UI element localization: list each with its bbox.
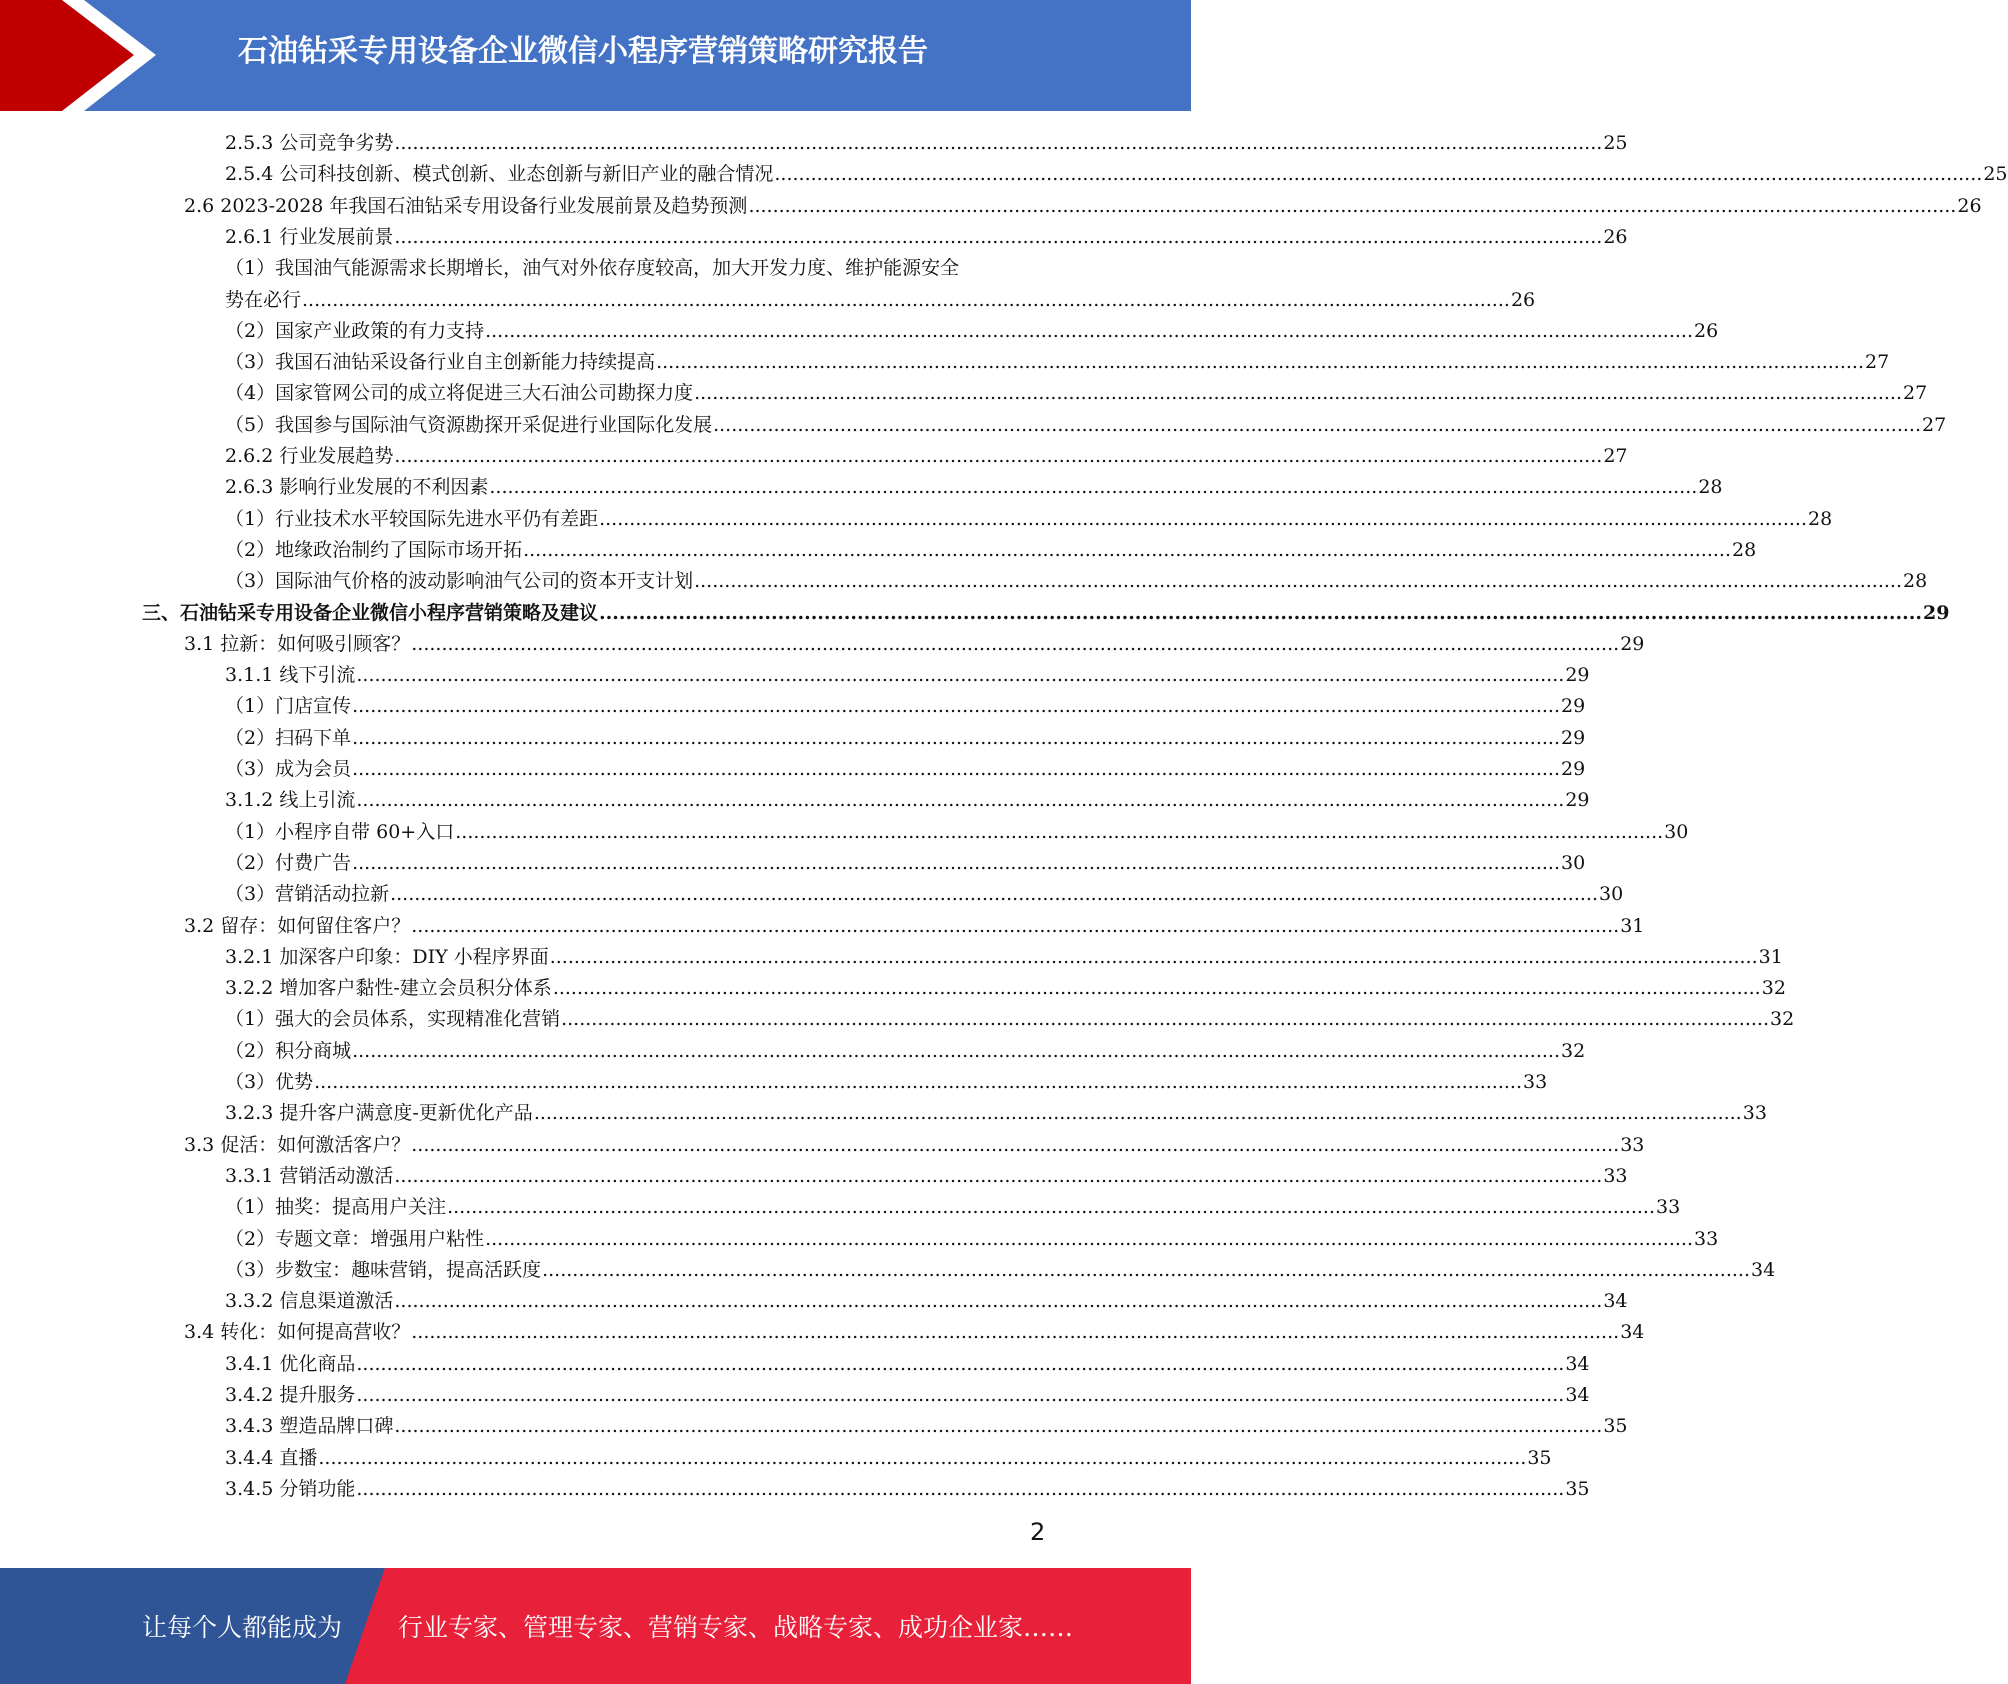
toc-entry-title: （2）扫码下单 [225,727,352,749]
toc-leader-dots: ........................................................................................................................................................................................................ [302,289,1510,311]
toc-leader-dots: ........................................................................................................................................................................................................ [411,915,1620,937]
toc-entry-title: 2.5.4 公司科技创新、模式创新、业态创新与新旧产业的融合情况 [225,163,774,185]
toc-entry-page: 32 [1770,1008,1795,1030]
toc-entry-page: 31 [1758,946,1783,968]
toc-leader-dots: ........................................................................................................................................................................................................ [774,163,1983,185]
toc-entry-page: 29 [1561,727,1586,749]
toc-entry-title: 3.4.3 塑造品牌口碑 [225,1415,394,1437]
toc-leader-dots: ........................................................................................................................................................................................................ [352,1040,1561,1062]
toc-leader-dots: ........................................................................................................................................................................................................ [352,852,1561,874]
toc-entry-page: 26 [1603,226,1628,248]
toc-entry-page: 32 [1561,1040,1586,1062]
toc-entry[interactable] [225,660,1590,691]
toc-entry-title: 3.1 拉新：如何吸引顾客？ [184,633,411,655]
toc-leader-dots: ........................................................................................................................................................................................................ [394,1290,1603,1312]
toc-leader-dots: ........................................................................................................................................................................................................ [447,1196,1656,1218]
toc-leader-dots: ........................................................................................................................................................................................................ [748,195,1957,217]
toc-entry-page: 27 [1922,414,1947,436]
toc-entry-page: 25 [1983,163,2008,185]
toc-entry[interactable] [184,1317,1645,1348]
toc-entry-title: （1）抽奖：提高用户关注 [225,1196,447,1218]
toc-entry-page: 34 [1620,1321,1645,1343]
toc-entry-page: 35 [1527,1447,1552,1469]
toc-entry-title: 3.1.1 线下引流 [225,664,356,686]
toc-entry-page: 30 [1664,821,1689,843]
toc-entry-title: 2.6 2023-2028 年我国石油钻采专用设备行业发展前景及趋势预测 [184,195,748,217]
toc-leader-dots: ........................................................................................................................................................................................................ [523,539,1732,561]
toc-entry-title: （1）小程序自带 60+入口 [225,821,455,843]
toc-leader-dots: ........................................................................................................................................................................................................ [390,883,1599,905]
toc-entry[interactable] [142,598,1950,629]
footer-slogan-left: 让每个人都能成为 [142,1613,343,1642]
toc-entry-title: 3.4 转化：如何提高营收？ [184,1321,411,1343]
toc-entry[interactable] [225,441,1628,472]
toc-entry[interactable] [184,191,1982,222]
toc-leader-dots: ........................................................................................................................................................................................................ [552,977,1761,999]
toc-entry-page: 26 [1694,320,1719,342]
toc-entry[interactable] [225,1443,1552,1474]
toc-entry-title: 3.3 促活：如何激活客户？ [184,1134,411,1156]
page-number: 2 [1030,1518,1046,1546]
toc-entry-page: 30 [1599,883,1624,905]
toc-entry-page: 28 [1732,539,1757,561]
page-footer [0,1568,1191,1684]
toc-entry-title: 3.2.1 加深客户印象：DIY 小程序界面 [225,946,549,968]
toc-entry-page: 33 [1742,1102,1767,1124]
toc-entry-title: （1）门店宣传 [225,695,352,717]
toc-entry-title: 3.2 留存：如何留住客户？ [184,915,411,937]
toc-entry-page: 32 [1761,977,1786,999]
toc-entry-page: 31 [1620,915,1645,937]
toc-entry-page: 27 [1865,351,1890,373]
toc-entry-page: 34 [1751,1259,1776,1281]
toc-entry-title: （2）专题文章：增强用户粘性 [225,1228,485,1250]
toc-entry-page: 28 [1698,476,1723,498]
toc-leader-dots: ........................................................................................................................................................................................................ [394,132,1603,154]
toc-entry[interactable] [225,504,1833,535]
toc-entry-title: 3.4.4 直播 [225,1447,318,1469]
toc-entry-page: 33 [1603,1165,1628,1187]
toc-entry-page: 33 [1620,1134,1645,1156]
toc-entry-title: 3.4.2 提升服务 [225,1384,356,1406]
toc-entry-page: 34 [1565,1353,1590,1375]
toc-leader-dots: ........................................................................................................................................................................................................ [356,1478,1565,1500]
toc-entry-page: 28 [1808,508,1833,530]
toc-entry-title: （2）积分商城 [225,1040,352,1062]
toc-entry-title: （2）地缘政治制约了国际市场开拓 [225,539,523,561]
toc-entry[interactable] [225,378,1928,409]
toc-leader-dots: ........................................................................................................................................................................................................ [485,320,1694,342]
toc-leader-dots: ........................................................................................................................................................................................................ [356,789,1565,811]
toc-entry-page: 29 [1620,633,1645,655]
toc-entry[interactable] [225,128,1628,159]
toc-leader-dots: ........................................................................................................................................................................................................ [549,946,1758,968]
toc-entry[interactable] [225,879,1624,910]
toc-entry-title: 2.6.3 影响行业发展的不利因素 [225,476,489,498]
toc-leader-dots: ........................................................................................................................................................................................................ [356,664,1565,686]
toc-leader-dots: ........................................................................................................................................................................................................ [394,1415,1603,1437]
toc-entry-title: 3.4.5 分销功能 [225,1478,356,1500]
toc-entry-page: 33 [1694,1228,1719,1250]
toc-entry-page: 29 [1565,789,1590,811]
toc-entry[interactable] [225,347,1890,378]
toc-leader-dots: ........................................................................................................................................................................................................ [356,1384,1565,1406]
toc-leader-dots: ........................................................................................................................................................................................................ [352,695,1561,717]
toc-entry[interactable] [225,1380,1590,1411]
toc-entry[interactable] [225,1036,1586,1067]
toc-entry-title: 三、石油钻采专用设备企业微信小程序营销策略及建议 [142,602,599,624]
toc-entry-title: （2）付费广告 [225,852,352,874]
toc-entry-page: 34 [1565,1384,1590,1406]
toc-entry-title: 2.6.1 行业发展前景 [225,226,394,248]
toc-leader-dots: ........................................................................................................................................................................................................ [352,758,1561,780]
toc-entry[interactable] [225,1255,1776,1286]
toc-entry-title: 3.3.1 营销活动激活 [225,1165,394,1187]
toc-leader-dots: ........................................................................................................................................................................................................ [411,1321,1620,1343]
toc-leader-dots: ........................................................................................................................................................................................................ [489,476,1698,498]
page-header [0,0,1191,111]
toc-entry-page: 34 [1603,1290,1628,1312]
toc-entry-page: 30 [1561,852,1586,874]
toc-entry-title: （3）优势 [225,1071,314,1093]
toc-entry[interactable] [225,535,1757,566]
toc-entry-page: 25 [1603,132,1628,154]
toc-entry[interactable] [184,1130,1645,1161]
toc-entry-page: 28 [1903,570,1928,592]
toc-leader-dots: ........................................................................................................................................................................................................ [599,602,1922,624]
toc-entry-title: （1）行业技术水平较国际先进水平仍有差距 [225,508,599,530]
toc-entry-title: 2.6.2 行业发展趋势 [225,445,394,467]
toc-leader-dots: ........................................................................................................................................................................................................ [356,1353,1565,1375]
toc-leader-dots: ........................................................................................................................................................................................................ [533,1102,1742,1124]
toc-entry[interactable] [225,410,1947,441]
toc-entry-title: （5）我国参与国际油气资源勘探开采促进行业国际化发展 [225,414,713,436]
toc-entry-page: 27 [1903,382,1928,404]
toc-entry-title: 3.2.2 增加客户黏性-建立会员积分体系 [225,977,552,999]
toc-entry[interactable] [225,785,1590,816]
toc-entry-page: 29 [1922,602,1950,624]
toc-entry[interactable] [225,472,1723,503]
toc-entry-page: 29 [1565,664,1590,686]
toc-entry-page: 33 [1523,1071,1548,1093]
toc-entry-title: （3）营销活动拉新 [225,883,390,905]
toc-leader-dots: ........................................................................................................................................................................................................ [394,1165,1603,1187]
toc-leader-dots: ........................................................................................................................................................................................................ [318,1447,1527,1469]
toc-entry-title: 势在必行 [225,289,302,311]
toc-entry[interactable] [225,1067,1548,1098]
toc-entry[interactable] [225,1474,1590,1505]
toc-leader-dots: ........................................................................................................................................................................................................ [455,821,1664,843]
toc-entry[interactable] [184,629,1645,660]
toc-leader-dots: ........................................................................................................................................................................................................ [694,570,1903,592]
toc-line-text: （1）我国油气能源需求长期增长，油气对外依存度较高，加大开发力度、维护能源安全 [225,257,960,279]
toc-entry[interactable] [225,1349,1590,1380]
toc-leader-dots: ........................................................................................................................................................................................................ [561,1008,1770,1030]
header-chevron-decoration [0,0,160,111]
toc-leader-dots: ........................................................................................................................................................................................................ [314,1071,1523,1093]
toc-entry-page: 26 [1510,289,1536,311]
toc-entry[interactable] [225,1004,1795,1035]
toc-entry[interactable] [225,285,1536,316]
toc-entry[interactable] [225,817,1689,848]
toc-entry[interactable] [225,973,1786,1004]
toc-leader-dots: ........................................................................................................................................................................................................ [599,508,1808,530]
toc-leader-dots: ........................................................................................................................................................................................................ [411,1134,1620,1156]
toc-entry[interactable] [225,1224,1719,1255]
toc-entry-page: 26 [1957,195,1982,217]
toc-entry[interactable] [225,1192,1681,1223]
toc-entry[interactable] [184,911,1645,942]
toc-entry-title: 3.3.2 信息渠道激活 [225,1290,394,1312]
toc-entry-title: （3）成为会员 [225,758,352,780]
toc-entry[interactable] [225,723,1586,754]
toc-entry-title: （3）我国石油钻采设备行业自主创新能力持续提高 [225,351,656,373]
toc-entry[interactable] [225,754,1586,785]
toc-entry-page: 29 [1561,695,1586,717]
toc-entry-title: （3）国际油气价格的波动影响油气公司的资本开支计划 [225,570,694,592]
toc-entry[interactable] [225,942,1783,973]
toc-entry-title: 3.4.1 优化商品 [225,1353,356,1375]
toc-entry[interactable] [225,1286,1628,1317]
toc-entry-title: 3.2.3 提升客户满意度-更新优化产品 [225,1102,533,1124]
page-title: 石油钻采专用设备企业微信小程序营销策略研究报告 [238,34,928,69]
toc-entry-title: （1）强大的会员体系，实现精准化营销 [225,1008,561,1030]
toc-leader-dots: ........................................................................................................................................................................................................ [352,727,1561,749]
toc-leader-dots: ........................................................................................................................................................................................................ [411,633,1620,655]
toc-entry[interactable] [225,1411,1628,1442]
toc-entry[interactable] [225,691,1586,722]
toc-entry-title: （2）国家产业政策的有力支持 [225,320,485,342]
toc-entry-page: 27 [1603,445,1628,467]
toc-leader-dots: ........................................................................................................................................................................................................ [394,445,1603,467]
footer-slogan-right: 行业专家、管理专家、营销专家、战略专家、成功企业家…… [398,1613,1074,1642]
toc-entry[interactable] [225,222,1628,253]
toc-entry[interactable] [225,316,1719,347]
toc-leader-dots: ........................................................................................................................................................................................................ [542,1259,1751,1281]
toc-leader-dots: ........................................................................................................................................................................................................ [694,382,1903,404]
toc-entry-title: 3.1.2 线上引流 [225,789,356,811]
toc-entry-page: 29 [1561,758,1586,780]
toc-leader-dots: ........................................................................................................................................................................................................ [485,1228,1694,1250]
toc-leader-dots: ........................................................................................................................................................................................................ [394,226,1603,248]
toc-entry-title: （4）国家管网公司的成立将促进三大石油公司勘探力度 [225,382,694,404]
toc-entry-page: 35 [1565,1478,1590,1500]
toc-entry-title: 2.5.3 公司竞争劣势 [225,132,394,154]
toc-entry[interactable] [225,159,2008,190]
toc-entry[interactable] [225,566,1928,597]
toc-entry-title: （3）步数宝：趣味营销，提高活跃度 [225,1259,542,1281]
toc-entry-page: 35 [1603,1415,1628,1437]
toc-entry-page: 33 [1656,1196,1681,1218]
toc-leader-dots: ........................................................................................................................................................................................................ [656,351,1865,373]
toc-entry[interactable] [225,1098,1767,1129]
toc-entry[interactable] [225,1161,1628,1192]
toc-leader-dots: ........................................................................................................................................................................................................ [713,414,1922,436]
toc-entry[interactable] [225,848,1586,879]
